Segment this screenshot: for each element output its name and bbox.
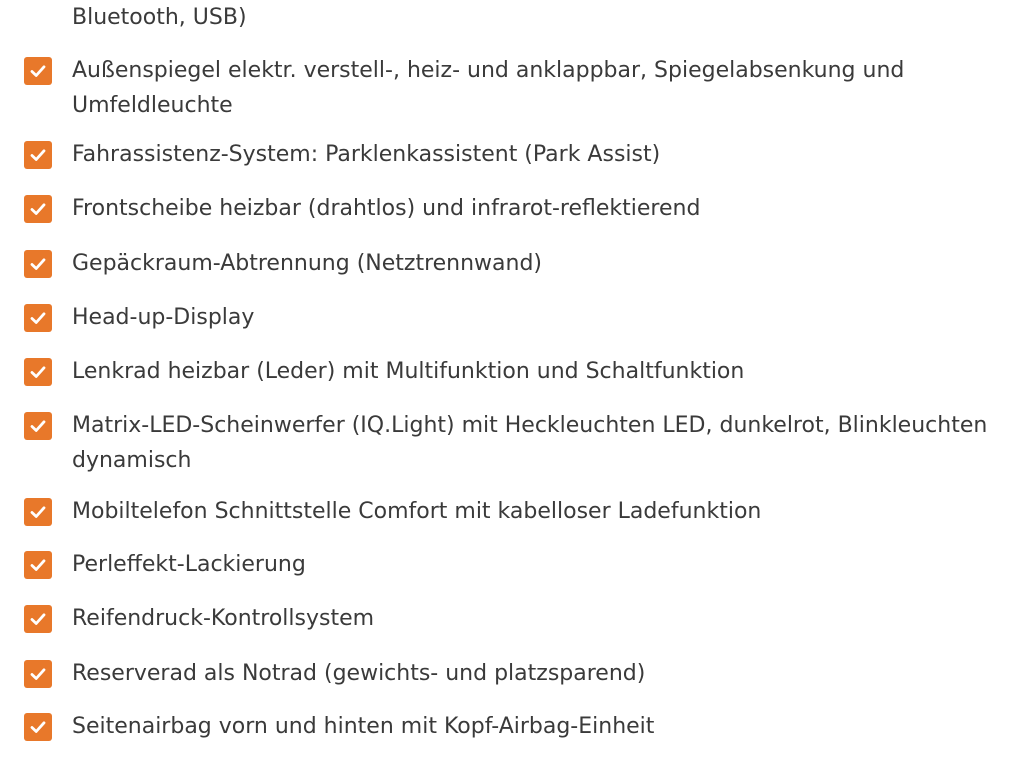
feature-label: Gepäckraum-Abtrennung (Netztrennwand) bbox=[72, 251, 543, 276]
feature-label: Lenkrad heizbar (Leder) mit Multifunktion und Schaltfunktion bbox=[72, 359, 745, 384]
checkbox-checked-icon[interactable] bbox=[24, 195, 52, 223]
feature-label: Matrix-LED-Scheinwerfer (IQ.Light) mit Heckleuchten LED, dunkelrot, Blinkleuchten dynamisch bbox=[72, 413, 988, 473]
checkbox-checked-icon[interactable] bbox=[24, 57, 52, 85]
checkbox-checked-icon[interactable] bbox=[24, 358, 52, 386]
checkbox-checked-icon[interactable] bbox=[24, 141, 52, 169]
feature-label: Fahrassistenz-System: Parklenkassistent (Park Assist) bbox=[72, 142, 661, 167]
checkbox-checked-icon[interactable] bbox=[24, 605, 52, 633]
checkbox-checked-icon[interactable] bbox=[24, 304, 52, 332]
feature-label: Mobiltelefon Schnittstelle Comfort mit kabelloser Ladefunktion bbox=[72, 499, 762, 524]
checkbox-checked-icon[interactable] bbox=[24, 660, 52, 688]
checkbox-checked-icon[interactable] bbox=[24, 713, 52, 741]
feature-label-partial: Bluetooth, USB) bbox=[72, 5, 247, 30]
feature-label: Reifendruck-Kontrollsystem bbox=[72, 606, 375, 631]
feature-label: Head-up-Display bbox=[72, 305, 255, 330]
checkbox-checked-icon[interactable] bbox=[24, 412, 52, 440]
feature-label: Reserverad als Notrad (gewichts- und platzsparend) bbox=[72, 661, 646, 686]
feature-label: Frontscheibe heizbar (drahtlos) und infrarot-reflektierend bbox=[72, 196, 701, 221]
checkbox-checked-icon[interactable] bbox=[24, 498, 52, 526]
checkbox-checked-icon[interactable] bbox=[24, 250, 52, 278]
feature-label: Perleffekt-Lackierung bbox=[72, 552, 306, 577]
feature-label: Seitenairbag vorn und hinten mit Kopf-Airbag-Einheit bbox=[72, 714, 655, 739]
checkbox-checked-icon[interactable] bbox=[24, 551, 52, 579]
feature-label: Außenspiegel elektr. verstell-, heiz- und anklappbar, Spiegelabsenkung und Umfeldleuchte bbox=[72, 58, 905, 118]
